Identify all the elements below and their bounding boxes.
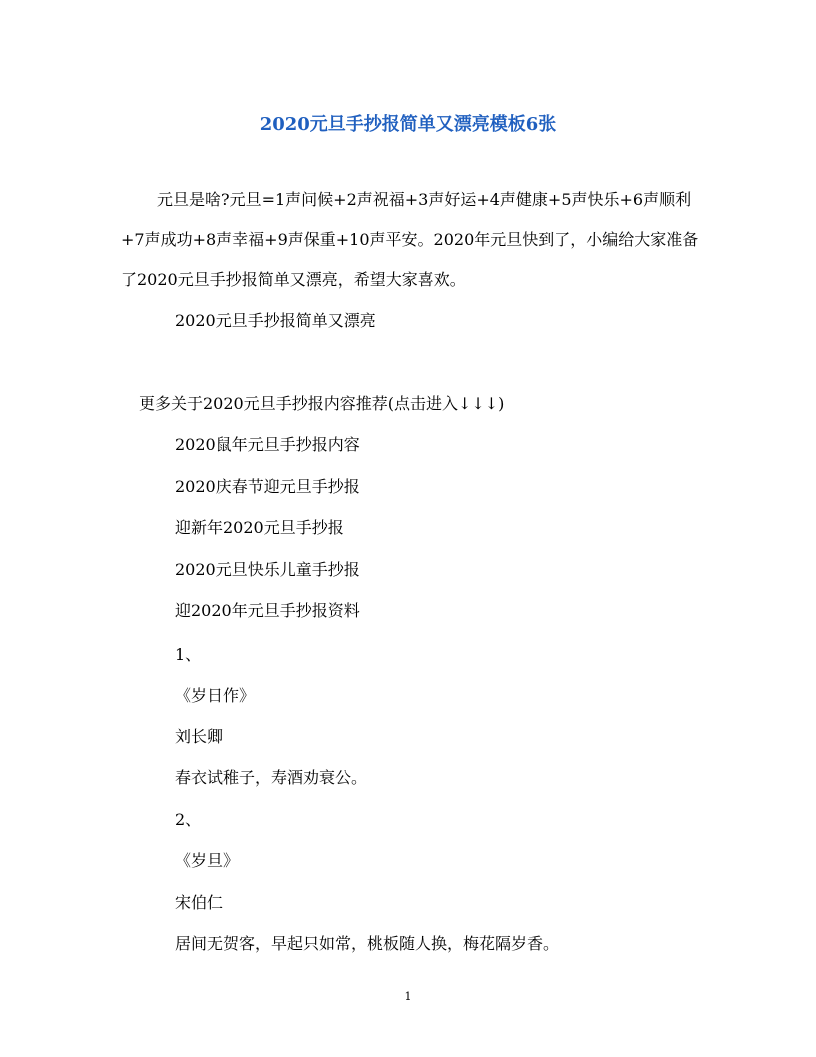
poem-author: 宋伯仁 [175,893,224,912]
poem-verse: 居间无贺客，早起只如常，桃板随人换，梅花隔岁香。 [175,934,560,953]
related-link[interactable]: 2020庆春节迎元旦手抄报 [175,477,360,496]
intro-paragraph: 元旦是啥?元旦=1声问候+2声祝福+3声好运+4声健康+5声快乐+6声顺利+7声成功+8声幸福+9声保重+10声平安。2020年元旦快到了，小编给大家准备了2020元旦手抄报简单又漂亮，希望大家喜欢。 [121,190,699,289]
related-link[interactable]: 迎2020年元旦手抄报资料 [175,601,360,620]
poem-author: 刘长卿 [175,727,224,746]
related-link[interactable]: 2020元旦快乐儿童手抄报 [175,560,360,579]
poem-title: 《岁日作》 [175,686,256,705]
more-heading: 更多关于2020元旦手抄报内容推荐(点击进入↓↓↓) [139,394,505,413]
image-caption: 2020元旦手抄报简单又漂亮 [175,311,376,330]
poem-title: 《岁旦》 [175,851,240,870]
related-link[interactable]: 迎新年2020元旦手抄报 [175,518,344,537]
document-title: 2020元旦手抄报简单又漂亮模板6张 [259,114,557,135]
page-number: 1 [404,990,412,1003]
poem-number: 2、 [175,810,202,829]
poem-verse: 春衣试稚子，寿酒劝衰公。 [175,768,368,787]
poem-number: 1、 [175,645,202,664]
related-link[interactable]: 2020鼠年元旦手抄报内容 [175,435,360,454]
